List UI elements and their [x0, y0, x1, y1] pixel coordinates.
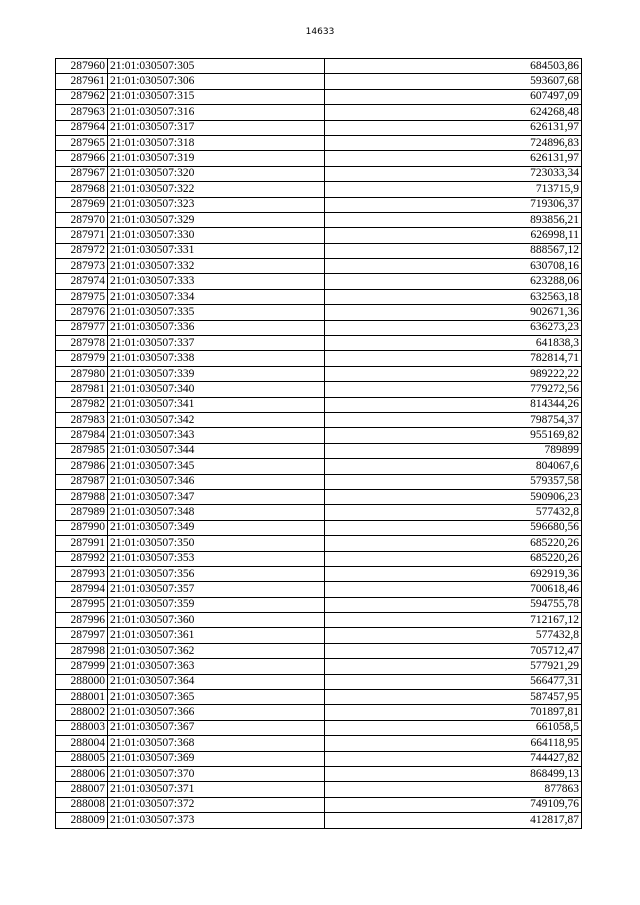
row-id-cell: 287967 [56, 166, 108, 181]
row-id-cell: 287966 [56, 151, 108, 166]
table-row [56, 474, 582, 489]
cadastral-number-cell: 21:01:030507:359 [108, 597, 325, 612]
cadastral-number-cell: 21:01:030507:305 [108, 59, 325, 74]
table-row [56, 813, 582, 828]
cadastral-number-cell: 21:01:030507:360 [108, 613, 325, 628]
row-id-cell: 287977 [56, 320, 108, 335]
cadastral-number-cell: 21:01:030507:353 [108, 551, 325, 566]
row-id-cell: 287991 [56, 536, 108, 551]
cadastral-value-table [55, 58, 582, 829]
table-row [56, 505, 582, 520]
cadastral-value-cell: 626998,11 [325, 228, 582, 243]
row-id-cell: 287984 [56, 428, 108, 443]
row-id-cell: 287960 [56, 59, 108, 74]
table-body [56, 59, 582, 829]
cadastral-number-cell: 21:01:030507:334 [108, 289, 325, 304]
cadastral-value-cell: 779272,56 [325, 382, 582, 397]
cadastral-value-cell: 705712,47 [325, 643, 582, 658]
row-id-cell: 287988 [56, 489, 108, 504]
cadastral-value-cell: 636273,23 [325, 320, 582, 335]
row-id-cell: 287981 [56, 382, 108, 397]
table-row [56, 59, 582, 74]
cadastral-number-cell: 21:01:030507:337 [108, 336, 325, 351]
cadastral-number-cell: 21:01:030507:338 [108, 351, 325, 366]
table-row [56, 197, 582, 212]
cadastral-value-cell: 577921,29 [325, 659, 582, 674]
table-row [56, 289, 582, 304]
cadastral-value-cell: 749109,76 [325, 797, 582, 812]
cadastral-value-cell: 955169,82 [325, 428, 582, 443]
row-id-cell: 287993 [56, 566, 108, 581]
cadastral-value-cell: 590906,23 [325, 489, 582, 504]
cadastral-value-cell: 685220,26 [325, 536, 582, 551]
cadastral-number-cell: 21:01:030507:348 [108, 505, 325, 520]
row-id-cell: 287998 [56, 643, 108, 658]
row-id-cell: 288000 [56, 674, 108, 689]
table-row [56, 135, 582, 150]
table-row [56, 428, 582, 443]
cadastral-number-cell: 21:01:030507:346 [108, 474, 325, 489]
cadastral-value-cell: 566477,31 [325, 674, 582, 689]
cadastral-value-cell: 989222,22 [325, 366, 582, 381]
cadastral-value-cell: 782814,71 [325, 351, 582, 366]
cadastral-number-cell: 21:01:030507:306 [108, 74, 325, 89]
row-id-cell: 287964 [56, 120, 108, 135]
row-id-cell: 288008 [56, 797, 108, 812]
table-row [56, 766, 582, 781]
cadastral-value-cell: 804067,6 [325, 459, 582, 474]
cadastral-number-cell: 21:01:030507:339 [108, 366, 325, 381]
cadastral-number-cell: 21:01:030507:316 [108, 105, 325, 120]
table-row [56, 212, 582, 227]
cadastral-value-cell: 888567,12 [325, 243, 582, 258]
table-row [56, 797, 582, 812]
cadastral-value-cell: 596680,56 [325, 520, 582, 535]
row-id-cell: 287961 [56, 74, 108, 89]
cadastral-value-cell: 744427,82 [325, 751, 582, 766]
table-row [56, 89, 582, 104]
table-row [56, 582, 582, 597]
row-id-cell: 288007 [56, 782, 108, 797]
row-id-cell: 288009 [56, 813, 108, 828]
cadastral-value-cell: 902671,36 [325, 305, 582, 320]
table-row [56, 151, 582, 166]
cadastral-number-cell: 21:01:030507:344 [108, 443, 325, 458]
row-id-cell: 287970 [56, 212, 108, 227]
cadastral-number-cell: 21:01:030507:315 [108, 89, 325, 104]
table-row [56, 443, 582, 458]
table-row [56, 736, 582, 751]
cadastral-number-cell: 21:01:030507:370 [108, 766, 325, 781]
row-id-cell: 287963 [56, 105, 108, 120]
cadastral-value-cell: 685220,26 [325, 551, 582, 566]
cadastral-value-cell: 623288,06 [325, 274, 582, 289]
cadastral-number-cell: 21:01:030507:342 [108, 412, 325, 427]
cadastral-value-cell: 577432,8 [325, 505, 582, 520]
row-id-cell: 287997 [56, 628, 108, 643]
cadastral-value-cell: 701897,81 [325, 705, 582, 720]
cadastral-number-cell: 21:01:030507:362 [108, 643, 325, 658]
cadastral-value-cell: 661058,5 [325, 720, 582, 735]
cadastral-value-cell: 814344,26 [325, 397, 582, 412]
row-id-cell: 287986 [56, 459, 108, 474]
table-row [56, 412, 582, 427]
cadastral-value-cell: 630708,16 [325, 259, 582, 274]
table-row [56, 751, 582, 766]
cadastral-number-cell: 21:01:030507:371 [108, 782, 325, 797]
row-id-cell: 287994 [56, 582, 108, 597]
row-id-cell: 287985 [56, 443, 108, 458]
table-row [56, 643, 582, 658]
row-id-cell: 287982 [56, 397, 108, 412]
cadastral-number-cell: 21:01:030507:369 [108, 751, 325, 766]
cadastral-number-cell: 21:01:030507:368 [108, 736, 325, 751]
table-row [56, 597, 582, 612]
table-row [56, 690, 582, 705]
table-row [56, 274, 582, 289]
cadastral-number-cell: 21:01:030507:373 [108, 813, 325, 828]
cadastral-value-cell: 723033,34 [325, 166, 582, 181]
row-id-cell: 287976 [56, 305, 108, 320]
table-row [56, 551, 582, 566]
cadastral-value-cell: 712167,12 [325, 613, 582, 628]
cadastral-number-cell: 21:01:030507:332 [108, 259, 325, 274]
cadastral-number-cell: 21:01:030507:333 [108, 274, 325, 289]
cadastral-number-cell: 21:01:030507:347 [108, 489, 325, 504]
cadastral-value-cell: 593607,68 [325, 74, 582, 89]
table-row [56, 166, 582, 181]
table-row [56, 182, 582, 197]
cadastral-number-cell: 21:01:030507:365 [108, 690, 325, 705]
row-id-cell: 287962 [56, 89, 108, 104]
row-id-cell: 287996 [56, 613, 108, 628]
row-id-cell: 288005 [56, 751, 108, 766]
table-row [56, 320, 582, 335]
cadastral-number-cell: 21:01:030507:340 [108, 382, 325, 397]
table-row [56, 305, 582, 320]
cadastral-number-cell: 21:01:030507:336 [108, 320, 325, 335]
table-row [56, 243, 582, 258]
row-id-cell: 287979 [56, 351, 108, 366]
row-id-cell: 287983 [56, 412, 108, 427]
cadastral-value-cell: 587457,95 [325, 690, 582, 705]
row-id-cell: 288002 [56, 705, 108, 720]
cadastral-value-cell: 789899 [325, 443, 582, 458]
cadastral-number-cell: 21:01:030507:372 [108, 797, 325, 812]
cadastral-value-cell: 684503,86 [325, 59, 582, 74]
row-id-cell: 287980 [56, 366, 108, 381]
cadastral-number-cell: 21:01:030507:319 [108, 151, 325, 166]
page-number: 14633 [305, 27, 335, 37]
cadastral-value-cell: 626131,97 [325, 151, 582, 166]
cadastral-value-cell: 664118,95 [325, 736, 582, 751]
cadastral-number-cell: 21:01:030507:361 [108, 628, 325, 643]
cadastral-value-cell: 700618,46 [325, 582, 582, 597]
cadastral-number-cell: 21:01:030507:364 [108, 674, 325, 689]
cadastral-number-cell: 21:01:030507:350 [108, 536, 325, 551]
table-row [56, 720, 582, 735]
cadastral-value-cell: 692919,36 [325, 566, 582, 581]
table-row [56, 105, 582, 120]
cadastral-number-cell: 21:01:030507:366 [108, 705, 325, 720]
cadastral-number-cell: 21:01:030507:317 [108, 120, 325, 135]
table-row [56, 628, 582, 643]
cadastral-value-cell: 632563,18 [325, 289, 582, 304]
table-row [56, 228, 582, 243]
row-id-cell: 287978 [56, 336, 108, 351]
cadastral-value-cell: 868499,13 [325, 766, 582, 781]
row-id-cell: 288001 [56, 690, 108, 705]
cadastral-value-cell: 713715,9 [325, 182, 582, 197]
table-row [56, 566, 582, 581]
row-id-cell: 287989 [56, 505, 108, 520]
cadastral-number-cell: 21:01:030507:330 [108, 228, 325, 243]
cadastral-value-cell: 626131,97 [325, 120, 582, 135]
table-row [56, 613, 582, 628]
table-row [56, 259, 582, 274]
row-id-cell: 287995 [56, 597, 108, 612]
row-id-cell: 287968 [56, 182, 108, 197]
cadastral-number-cell: 21:01:030507:318 [108, 135, 325, 150]
row-id-cell: 287971 [56, 228, 108, 243]
table-row [56, 459, 582, 474]
cadastral-number-cell: 21:01:030507:323 [108, 197, 325, 212]
row-id-cell: 287987 [56, 474, 108, 489]
cadastral-value-cell: 579357,58 [325, 474, 582, 489]
table-row [56, 336, 582, 351]
table-row [56, 489, 582, 504]
table-row [56, 536, 582, 551]
cadastral-number-cell: 21:01:030507:331 [108, 243, 325, 258]
cadastral-value-cell: 594755,78 [325, 597, 582, 612]
table-row [56, 705, 582, 720]
table-row [56, 520, 582, 535]
row-id-cell: 287990 [56, 520, 108, 535]
cadastral-value-cell: 412817,87 [325, 813, 582, 828]
cadastral-value-cell: 724896,83 [325, 135, 582, 150]
table-row [56, 782, 582, 797]
cadastral-number-cell: 21:01:030507:329 [108, 212, 325, 227]
cadastral-number-cell: 21:01:030507:349 [108, 520, 325, 535]
row-id-cell: 288006 [56, 766, 108, 781]
cadastral-number-cell: 21:01:030507:357 [108, 582, 325, 597]
row-id-cell: 287974 [56, 274, 108, 289]
cadastral-number-cell: 21:01:030507:356 [108, 566, 325, 581]
table-row [56, 382, 582, 397]
table-row [56, 659, 582, 674]
cadastral-number-cell: 21:01:030507:320 [108, 166, 325, 181]
cadastral-value-cell: 624268,48 [325, 105, 582, 120]
cadastral-value-cell: 877863 [325, 782, 582, 797]
cadastral-value-cell: 893856,21 [325, 212, 582, 227]
row-id-cell: 287972 [56, 243, 108, 258]
cadastral-number-cell: 21:01:030507:343 [108, 428, 325, 443]
table-row [56, 351, 582, 366]
cadastral-value-cell: 641838,3 [325, 336, 582, 351]
row-id-cell: 288003 [56, 720, 108, 735]
cadastral-value-cell: 577432,8 [325, 628, 582, 643]
table-row [56, 120, 582, 135]
row-id-cell: 288004 [56, 736, 108, 751]
cadastral-number-cell: 21:01:030507:322 [108, 182, 325, 197]
table-row [56, 366, 582, 381]
cadastral-value-cell: 798754,37 [325, 412, 582, 427]
row-id-cell: 287973 [56, 259, 108, 274]
cadastral-number-cell: 21:01:030507:367 [108, 720, 325, 735]
cadastral-value-cell: 607497,09 [325, 89, 582, 104]
row-id-cell: 287999 [56, 659, 108, 674]
table-row [56, 74, 582, 89]
table-row [56, 397, 582, 412]
cadastral-number-cell: 21:01:030507:335 [108, 305, 325, 320]
cadastral-number-cell: 21:01:030507:345 [108, 459, 325, 474]
row-id-cell: 287975 [56, 289, 108, 304]
cadastral-number-cell: 21:01:030507:341 [108, 397, 325, 412]
cadastral-number-cell: 21:01:030507:363 [108, 659, 325, 674]
cadastral-value-cell: 719306,37 [325, 197, 582, 212]
row-id-cell: 287992 [56, 551, 108, 566]
table-row [56, 674, 582, 689]
row-id-cell: 287965 [56, 135, 108, 150]
row-id-cell: 287969 [56, 197, 108, 212]
